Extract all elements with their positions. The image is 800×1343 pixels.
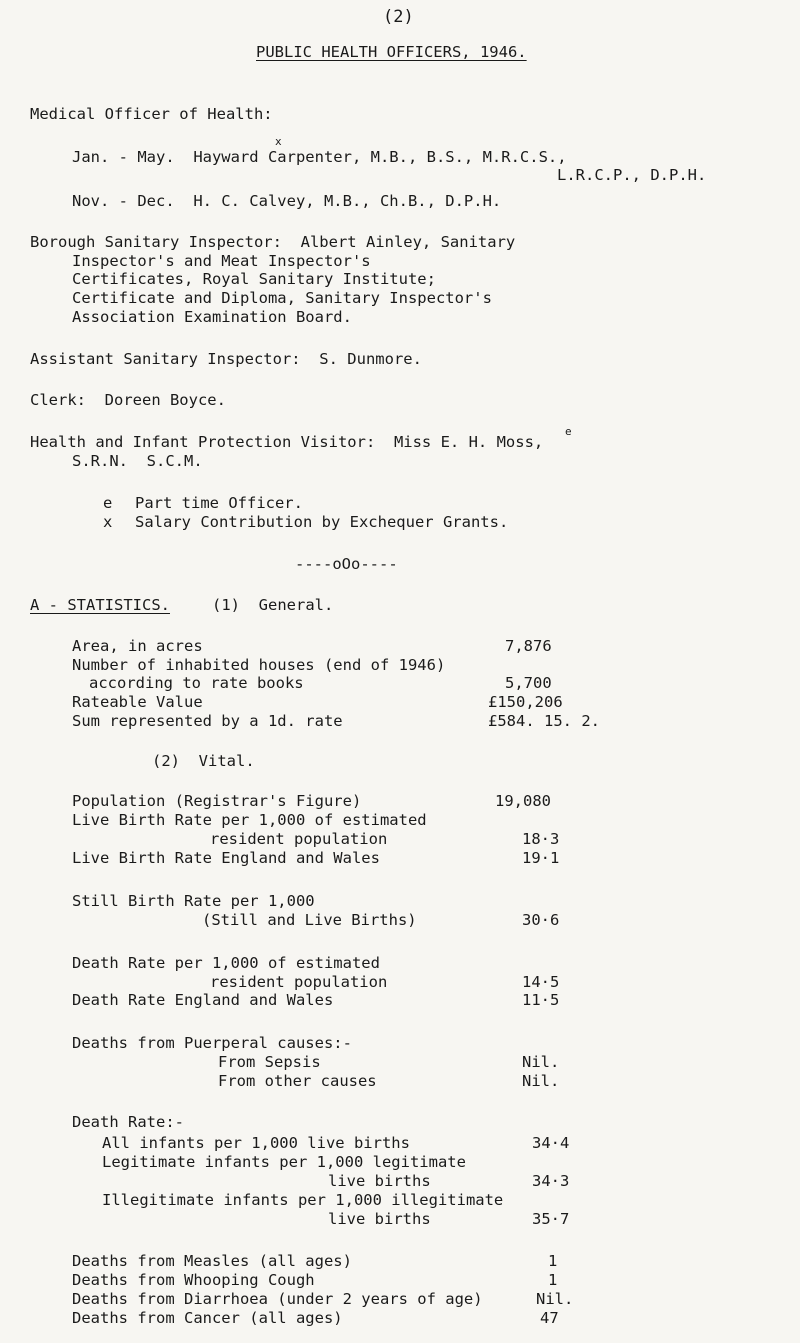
hipv-line-1: Health and Infant Protection Visitor: Miss E. H. Moss,	[30, 433, 544, 451]
bsi-line-5: Association Examination Board.	[72, 308, 352, 326]
exchequer-mark: x	[275, 135, 282, 148]
other-causes-value: Nil.	[522, 1072, 560, 1090]
section-a-heading: A - STATISTICS.	[30, 596, 170, 614]
general-value-area: 7,876	[505, 637, 552, 655]
page-title: PUBLIC HEALTH OFFICERS, 1946.	[256, 43, 527, 61]
moh-entry-1: Jan. - May. Hayward Carpenter, M.B., B.S., M.R.C.S.,	[72, 148, 567, 166]
moh-entry-2: Nov. - Dec. H. C. Calvey, M.B., Ch.B., D.P.H.	[72, 192, 502, 210]
live-birth-rate-label-cont: resident population	[210, 830, 388, 848]
infant-death-rate-heading: Death Rate:-	[72, 1113, 184, 1131]
assistant-inspector: Assistant Sanitary Inspector: S. Dunmore.	[30, 350, 422, 368]
population-value: 19,080	[495, 792, 551, 810]
legend-e-text: Part time Officer.	[135, 494, 303, 512]
sepsis-label: From Sepsis	[218, 1053, 321, 1071]
bsi-line-4: Certificate and Diploma, Sanitary Inspector's	[72, 289, 492, 307]
general-label-houses-cont: according to rate books	[89, 674, 304, 692]
whooping-value: 1	[548, 1271, 558, 1289]
illegit-infants-label: Illegitimate infants per 1,000 illegitimate	[102, 1191, 504, 1209]
legend-x-symbol: x	[103, 513, 113, 531]
measles-value: 1	[548, 1252, 558, 1270]
illegit-infants-value: 35·7	[532, 1210, 570, 1228]
hipv-line-2: S.R.N. S.C.M.	[72, 452, 203, 470]
still-birth-rate-value: 30·6	[522, 911, 560, 929]
cancer-value: 47	[540, 1309, 559, 1327]
whooping-label: Deaths from Whooping Cough	[72, 1271, 315, 1289]
still-birth-rate-label-cont: (Still and Live Births)	[202, 911, 417, 929]
live-birth-rate-ew-label: Live Birth Rate England and Wales	[72, 849, 380, 867]
page-number: (2)	[383, 7, 414, 27]
measles-label: Deaths from Measles (all ages)	[72, 1252, 352, 1270]
sepsis-value: Nil.	[522, 1053, 560, 1071]
separator: ----oOo----	[295, 555, 398, 573]
section-a-subheading: (1) General.	[212, 596, 334, 614]
all-infants-value: 34·4	[532, 1134, 570, 1152]
part-time-mark: e	[565, 425, 572, 438]
bsi-line-1: Borough Sanitary Inspector: Albert Ainley, Sanitary	[30, 233, 516, 251]
still-birth-rate-label: Still Birth Rate per 1,000	[72, 892, 315, 910]
diarrhoea-value: Nil.	[536, 1290, 574, 1308]
bsi-line-3: Certificates, Royal Sanitary Institute;	[72, 270, 436, 288]
puerperal-heading: Deaths from Puerperal causes:-	[72, 1034, 352, 1052]
clerk: Clerk: Doreen Boyce.	[30, 391, 226, 409]
moh-entry-1-cont: L.R.C.P., D.P.H.	[557, 166, 707, 184]
live-birth-rate-ew-value: 19·1	[522, 849, 560, 867]
legit-infants-label: Legitimate infants per 1,000 legitimate	[102, 1153, 466, 1171]
general-value-houses: 5,700	[505, 674, 552, 692]
death-rate-label-cont: resident population	[210, 973, 388, 991]
bsi-line-2: Inspector's and Meat Inspector's	[72, 252, 371, 270]
general-value-penny-rate: £584. 15. 2.	[488, 712, 600, 730]
population-label: Population (Registrar's Figure)	[72, 792, 362, 810]
vital-heading: (2) Vital.	[152, 752, 255, 770]
general-value-rateable: £150,206	[488, 693, 563, 711]
other-causes-label: From other causes	[218, 1072, 377, 1090]
legend-x-text: Salary Contribution by Exchequer Grants.	[135, 513, 509, 531]
moh-heading: Medical Officer of Health:	[30, 105, 273, 123]
death-rate-ew-value: 11·5	[522, 991, 560, 1009]
general-label-houses: Number of inhabited houses (end of 1946)	[72, 656, 446, 674]
all-infants-label: All infants per 1,000 live births	[102, 1134, 410, 1152]
death-rate-label: Death Rate per 1,000 of estimated	[72, 954, 380, 972]
diarrhoea-label: Deaths from Diarrhoea (under 2 years of age)	[72, 1290, 483, 1308]
general-label-penny-rate: Sum represented by a 1d. rate	[72, 712, 343, 730]
death-rate-value: 14·5	[522, 973, 560, 991]
cancer-label: Deaths from Cancer (all ages)	[72, 1309, 343, 1327]
live-birth-rate-value: 18·3	[522, 830, 560, 848]
legit-infants-label-cont: live births	[328, 1172, 431, 1190]
legit-infants-value: 34·3	[532, 1172, 570, 1190]
death-rate-ew-label: Death Rate England and Wales	[72, 991, 334, 1009]
general-label-rateable: Rateable Value	[72, 693, 203, 711]
legend-e-symbol: e	[103, 494, 113, 512]
general-label-area: Area, in acres	[72, 637, 203, 655]
illegit-infants-label-cont: live births	[328, 1210, 431, 1228]
live-birth-rate-label: Live Birth Rate per 1,000 of estimated	[72, 811, 427, 829]
